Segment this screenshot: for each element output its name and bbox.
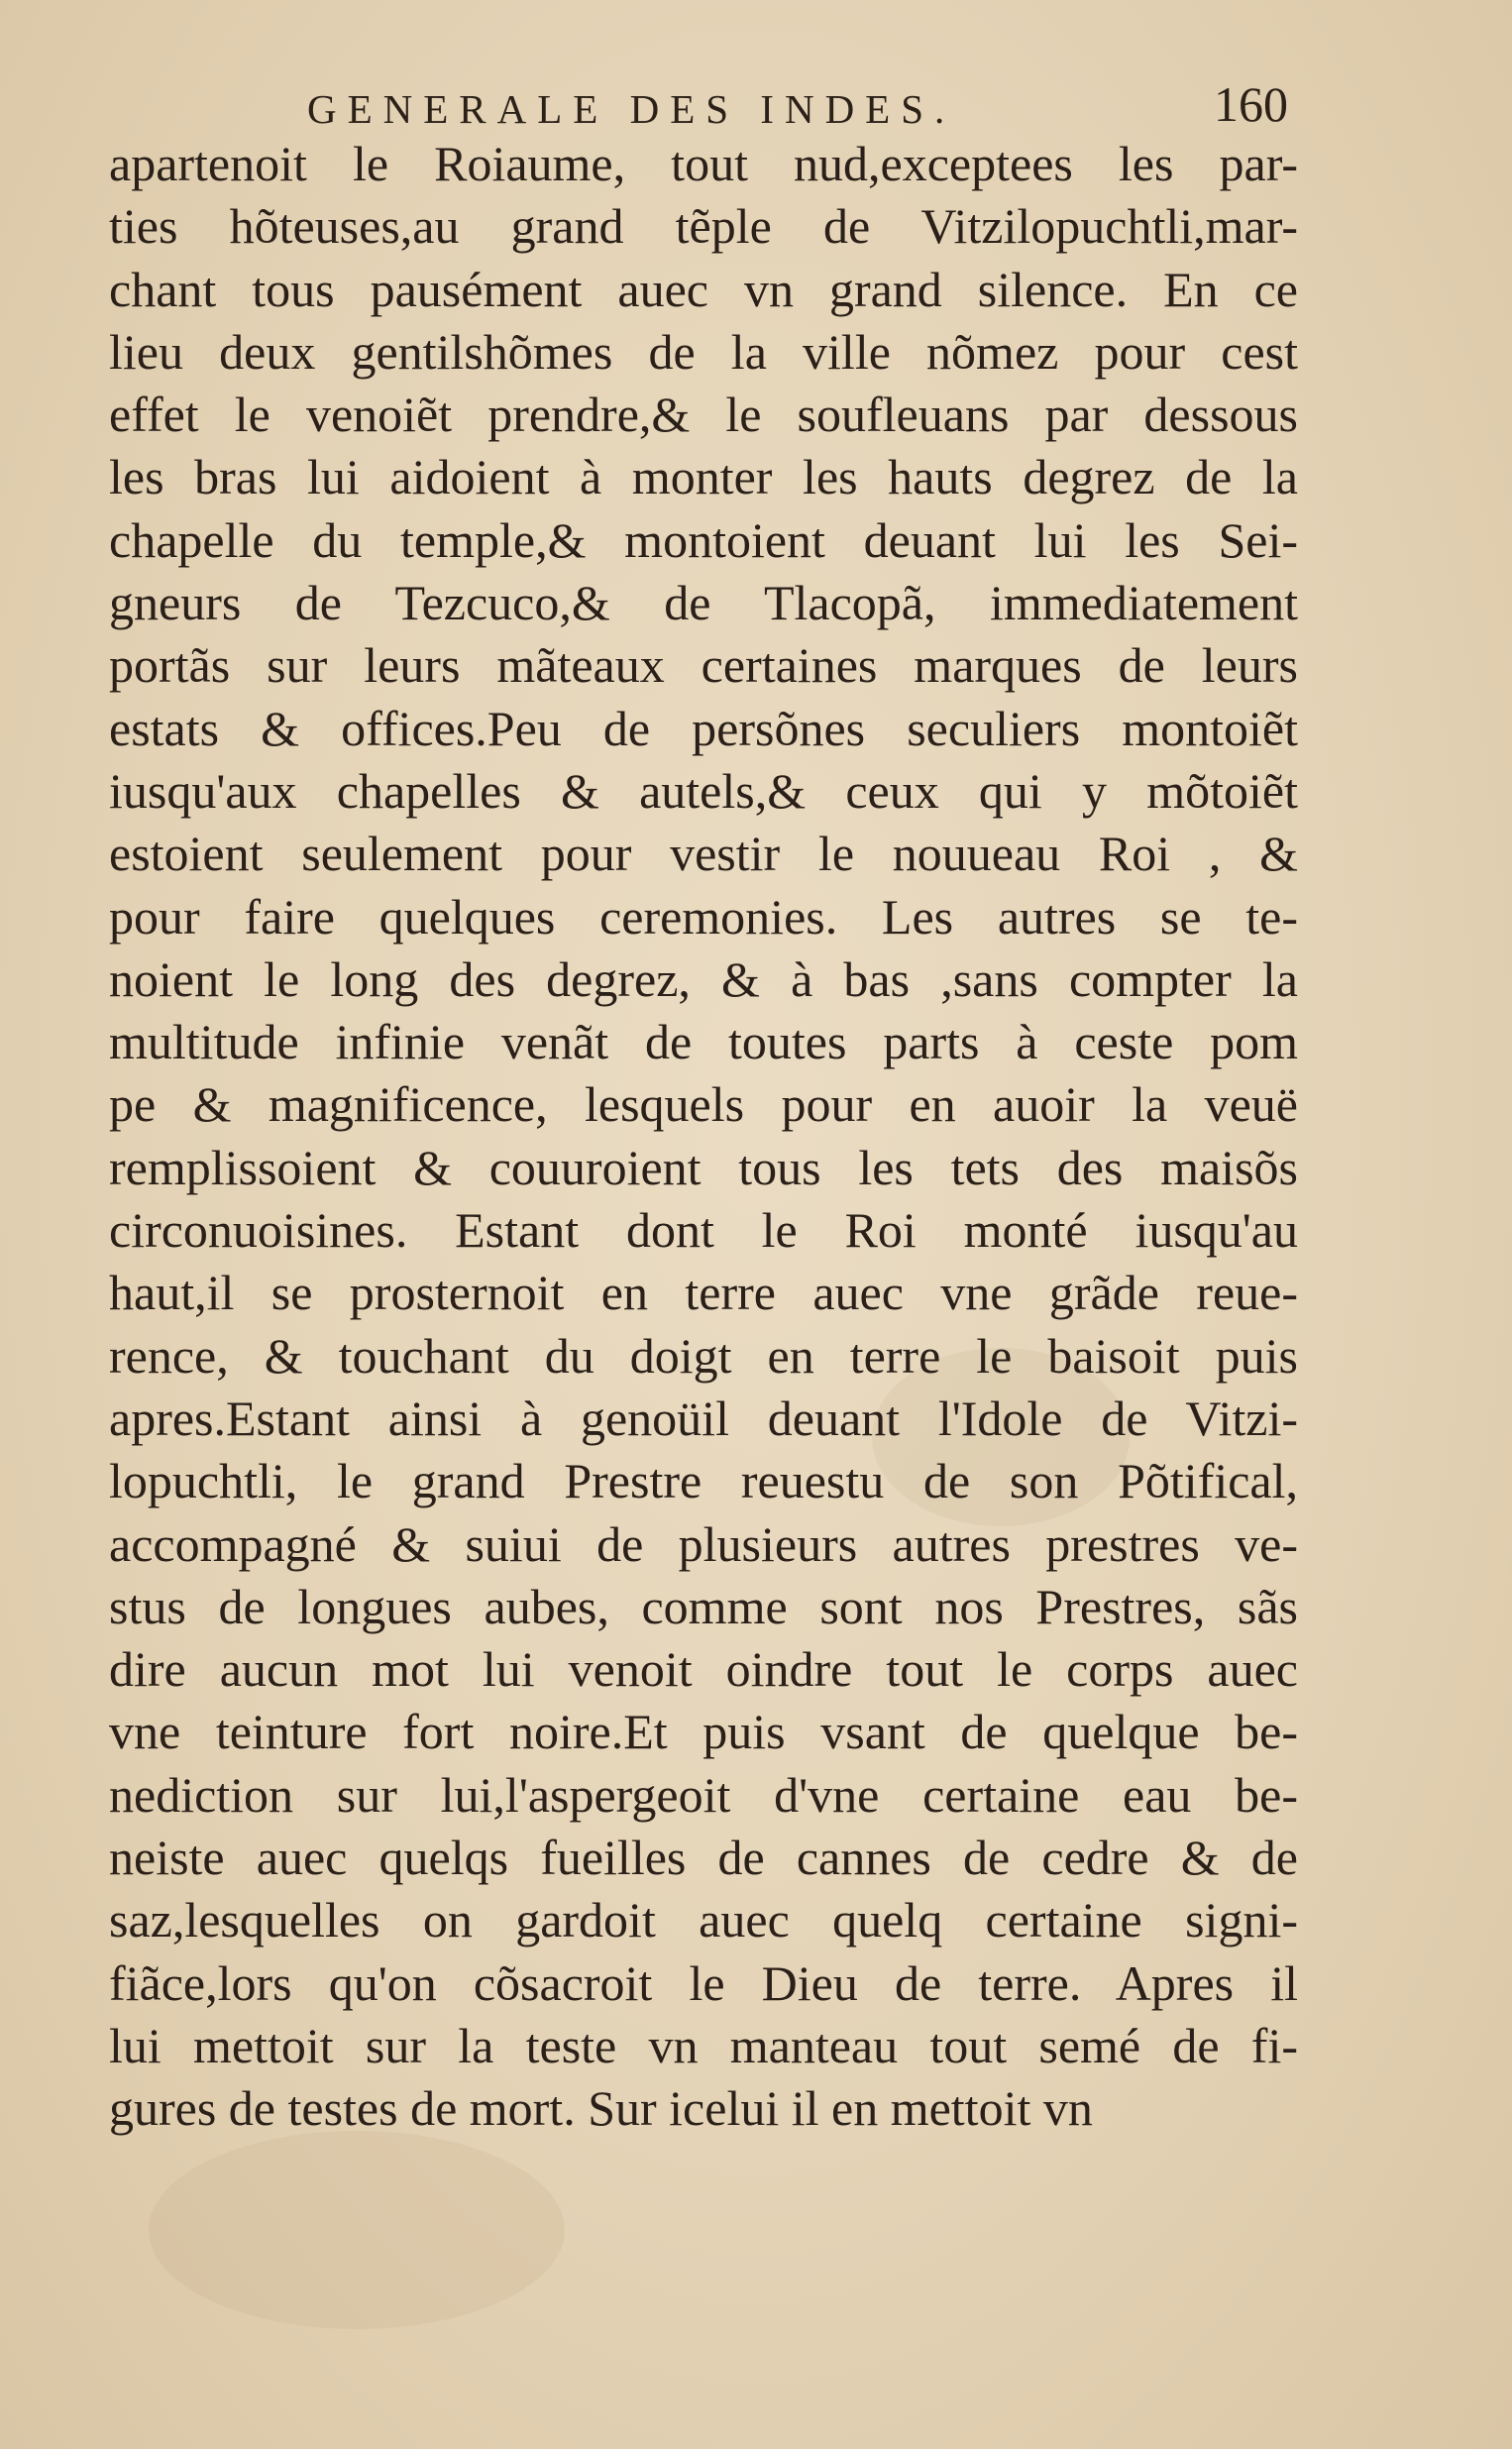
text-line: ties hõteuses,au grand tẽple de Vitzilopuchtli,mar- [109,198,1298,255]
text-line: nediction sur lui,l'aspergeoit d'vne certaine eau be- [109,1766,1298,1823]
text-line: pe & magnificence, lesquels pour en auoir la veuë [109,1076,1298,1133]
text-line: portãs sur leurs mãteaux certaines marques de leurs [109,637,1298,694]
text-line: stus de longues aubes, comme sont nos Prestres, sãs [109,1578,1298,1634]
text-line: vne teinture fort noire.Et puis vsant de quelque be- [109,1704,1298,1760]
text-line: dire aucun mot lui venoit oindre tout le corps auec [109,1641,1298,1698]
text-line: gneurs de Tezcuco,& de Tlacopã, immediatement [109,575,1298,631]
body-text [109,133,1298,2141]
text-line: lui mettoit sur la teste vn manteau tout semé de fi- [109,2017,1298,2073]
running-head: GENERALE DES INDES. [307,86,956,132]
text-line: saz,lesquelles on gardoit auec quelq certaine signi- [109,1892,1298,1948]
text-line: chapelle du temple,& montoient deuant lui les Sei- [109,511,1298,568]
paper-stain [149,2131,565,2329]
text-line: pour faire quelques ceremonies. Les autres se te- [109,888,1298,945]
text-line: chant tous pausément auec vn grand silence. En ce [109,261,1298,317]
text-line: noient le long des degrez, & à bas ,sans compter la [109,950,1298,1007]
text-line: effet le venoiẽt prendre,& le soufleuans par dessous [109,387,1298,443]
text-line: fiãce,lors qu'on cõsacroit le Dieu de terre. Apres il [109,1954,1298,2011]
text-line: estats & offices.Peu de persõnes seculiers montoiẽt [109,700,1298,756]
page-header [0,69,1512,139]
text-line: multitude infinie venãt de toutes parts à ceste pom [109,1014,1298,1070]
text-line: apartenoit le Roiaume, tout nud,exceptees les par- [109,136,1298,191]
text-line: lieu deux gentilshõmes de la ville nõmez pour cest [109,323,1298,380]
text-line: iusqu'aux chapelles & autels,& ceux qui y mõtoiẽt [109,762,1298,819]
text-line: estoient seulement pour vestir le nouueau Roi , & [109,826,1298,882]
text-line: neiste auec quelqs fueilles de cannes de cedre & de [109,1830,1298,1886]
text-line: rence, & touchant du doigt en terre le baisoit puis [109,1327,1298,1384]
text-line: remplissoient & couuroient tous les tets des maisõs [109,1139,1298,1195]
text-line: gures de testes de mort. Sur icelui il en mettoit vn [109,2080,1093,2137]
page-number: 160 [1214,76,1288,132]
text-line: circonuoisines. Estant dont le Roi monté iusqu'au [109,1202,1298,1259]
text-line: les bras lui aidoient à monter les hauts degrez de la [109,449,1298,505]
text-line: lopuchtli, le grand Prestre reuestu de son Põtifical, [109,1453,1298,1509]
text-line: accompagné & suiui de plusieurs autres prestres ve- [109,1515,1298,1572]
text-line: apres.Estant ainsi à genoüil deuant l'Idole de Vitzi- [109,1390,1298,1446]
text-line: haut,il se prosternoit en terre auec vne grãde reue- [109,1265,1298,1321]
